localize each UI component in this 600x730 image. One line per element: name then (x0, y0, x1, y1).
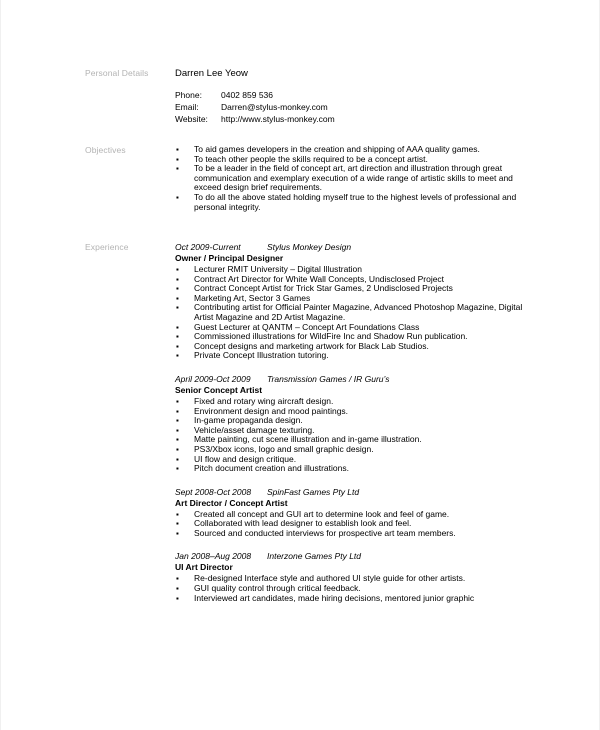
job-duties-list (175, 397, 525, 474)
experience-content (175, 242, 525, 616)
job-duties-list (175, 510, 525, 539)
phone-value: 0402 859 536 (221, 90, 273, 100)
job-company: SpinFast Games Pty Ltd (267, 486, 360, 497)
job-header (175, 487, 525, 498)
list-item: ▪ Collaborated with lead designer to establish look and feel. (175, 519, 525, 529)
job-header (175, 242, 525, 253)
list-item: ▪ To aid games developers in the creation and shipping of AAA quality games. (175, 145, 525, 155)
job-company: Interzone Games Pty Ltd (267, 551, 362, 562)
contact-block (175, 89, 525, 125)
job-role: Owner / Principal Designer (175, 253, 284, 263)
list-item: ▪ Contributing artist for Official Painter Magazine, Advanced Photoshop Magazine, Digital Artist Magazine and 2D Artist Magazine. (175, 303, 525, 322)
job-header (175, 551, 525, 562)
list-item: ▪ Created all concept and GUI art to determine look and feel of game. (175, 510, 525, 520)
job-role: Senior Concept Artist (175, 384, 263, 395)
list-item: ▪ Guest Lecturer at QANTM – Concept Art Foundations Class (175, 323, 525, 333)
job-dates: April 2009-Oct 2009 (175, 373, 251, 384)
contact-key: Email: (175, 102, 199, 112)
objectives-label: Objectives (85, 145, 126, 155)
website-value: http://www.stylus-monkey.com (221, 114, 335, 124)
list-item: ▪ To be a leader in the field of concept art, art direction and illustration through great communication and exemplary execution of a wide range of artistic skills to meet and exceed design brief requirements. (175, 164, 525, 193)
job-duties-list (175, 265, 525, 361)
job-entry (175, 487, 525, 539)
applicant-name: Darren Lee Yeow (175, 68, 248, 79)
list-item: ▪ Fixed and rotary wing aircraft design. (175, 397, 525, 407)
list-item: ▪ In-game propaganda design. (175, 416, 525, 426)
list-item: ▪ UI flow and design critique. (175, 455, 525, 465)
job-header (175, 374, 525, 385)
job-entry (175, 551, 525, 603)
list-item: ▪ Matte painting, cut scene illustration and in-game illustration. (175, 435, 525, 445)
contact-row-phone (175, 89, 525, 101)
list-item: ▪ Lecturer RMIT University – Digital Illustration (175, 265, 525, 275)
list-item: ▪ To do all the above stated holding myself true to the highest levels of professional and personal integrity. (175, 193, 525, 212)
job-role: Art Director / Concept Artist (175, 497, 288, 508)
job-role: UI Art Director (175, 562, 233, 573)
list-item: ▪ Vehicle/asset damage texturing. (175, 426, 525, 436)
contact-row-email (175, 101, 525, 113)
list-item: ▪ GUI quality control through critical feedback. (175, 584, 525, 594)
list-item: ▪ Pitch document creation and illustrations. (175, 464, 525, 474)
job-entry (175, 242, 525, 361)
job-duties-list (175, 574, 525, 603)
objectives-content (175, 145, 525, 212)
experience-label: Experience (85, 242, 129, 252)
page-edge-left (0, 0, 1, 730)
job-entry (175, 374, 525, 474)
job-dates: Sept 2008-Oct 2008 (175, 486, 252, 497)
contact-row-website (175, 113, 525, 125)
contact-key: Phone: (175, 90, 202, 100)
job-dates: Jan 2008–Aug 2008 (175, 551, 252, 562)
job-company: Transmission Games / IR Guru’s (267, 373, 390, 384)
list-item: ▪ Contract Concept Artist for Trick Star Games, 2 Undisclosed Projects (175, 284, 525, 294)
personal-details-label: Personal Details (85, 68, 149, 78)
list-item: ▪ Marketing Art, Sector 3 Games (175, 294, 525, 304)
job-dates: Oct 2009-Current (175, 242, 241, 252)
personal-details-content (175, 68, 525, 125)
email-value: Darren@stylus-monkey.com (221, 102, 328, 112)
contact-key: Website: (175, 114, 208, 124)
list-item: ▪ Contract Art Director for White Wall Concepts, Undisclosed Project (175, 275, 525, 285)
list-item: ▪ Concept designs and marketing artwork for Black Lab Studios. (175, 342, 525, 352)
list-item: ▪ Environment design and mood paintings. (175, 407, 525, 417)
list-item: ▪ Sourced and conducted interviews for prospective art team members. (175, 529, 525, 539)
list-item: ▪ Interviewed art candidates, made hiring decisions, mentored junior graphic (175, 594, 525, 604)
list-item: ▪ Private Concept Illustration tutoring. (175, 351, 525, 361)
objectives-list (175, 145, 525, 212)
job-company: Stylus Monkey Design (267, 242, 352, 252)
list-item: ▪ PS3/Xbox icons, logo and small graphic design. (175, 445, 525, 455)
list-item: ▪ Re-designed Interface style and authored UI style guide for other artists. (175, 574, 525, 584)
list-item: ▪ Commissioned illustrations for WildFire Inc and Shadow Run publication. (175, 332, 525, 342)
list-item: ▪ To teach other people the skills required to be a concept artist. (175, 155, 525, 165)
